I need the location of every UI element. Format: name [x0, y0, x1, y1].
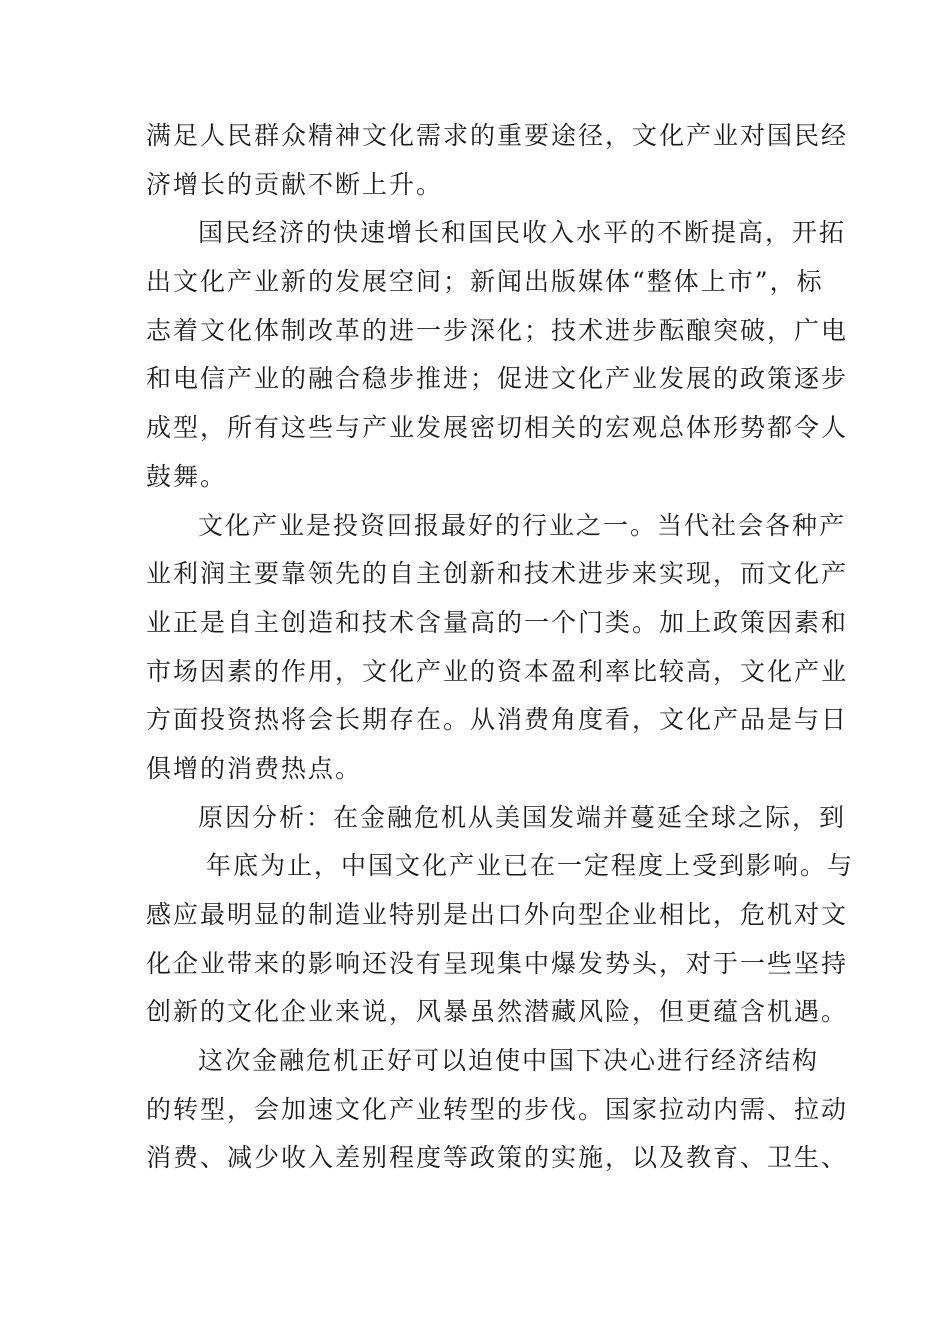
text-line: 业正是自主创造和技术含量高的一个门类。加上政策因素和 — [146, 607, 849, 637]
text-line: 满足人民群众精神文化需求的重要途径，文化产业对国民经 — [146, 121, 849, 150]
text-line: 感应最明显的制造业特别是出口外向型企业相比，危机对文 — [146, 900, 849, 929]
body-text — [146, 112, 855, 1183]
text-line: 成型，所有这些与产业发展密切相关的宏观总体形势都令人 — [146, 413, 849, 443]
text-line: 这次金融危机正好可以迫使中国下决心进行经济结构 — [198, 1046, 820, 1076]
text-line: 的转型，会加速文化产业转型的步伐。国家拉动内需、拉动 — [146, 1094, 849, 1124]
text-line: 俱增的消费热点。 — [146, 753, 363, 783]
text-line: 和电信产业的融合稳步推进；促进文化产业发展的政策逐步 — [146, 364, 849, 394]
text-line: 创新的文化企业来说，风暴虽然潜藏风险，但更蕴含机遇。 — [146, 997, 849, 1027]
text-line: 化企业带来的影响还没有呈现集中爆发势头，对于一些坚持 — [146, 948, 849, 978]
text-line: 文化产业是投资回报最好的行业之一。当代社会各种产 — [198, 510, 847, 540]
text-line: 市场因素的作用，文化产业的资本盈利率比较高，文化产业 — [146, 656, 849, 686]
text-line: 鼓舞。 — [146, 461, 228, 491]
text-line: 志着文化体制改革的进一步深化；技术进步酝酿突破，广电 — [146, 315, 849, 345]
text-line: 年底为止，中国文化产业已在一定程度上受到影响。与 — [206, 851, 855, 881]
text-line: 济增长的贡献不断上升。 — [146, 169, 444, 199]
text-line: 方面投资热将会长期存在。从消费角度看，文化产品是与日 — [146, 705, 849, 735]
text-line: 业利润主要靠领先的自主创新和技术进步来实现，而文化产 — [146, 559, 849, 589]
text-line: 原因分析：在金融危机从美国发端并蔓延全球之际，到 — [198, 802, 847, 832]
text-line: 出文化产业新的发展空间；新闻出版媒体“整体上市”，标 — [146, 267, 824, 297]
text-line: 消费、减少收入差别程度等政策的实施，以及教育、卫生、 — [146, 1143, 849, 1173]
text-line: 国民经济的快速增长和国民收入水平的不断提高，开拓 — [198, 218, 847, 248]
